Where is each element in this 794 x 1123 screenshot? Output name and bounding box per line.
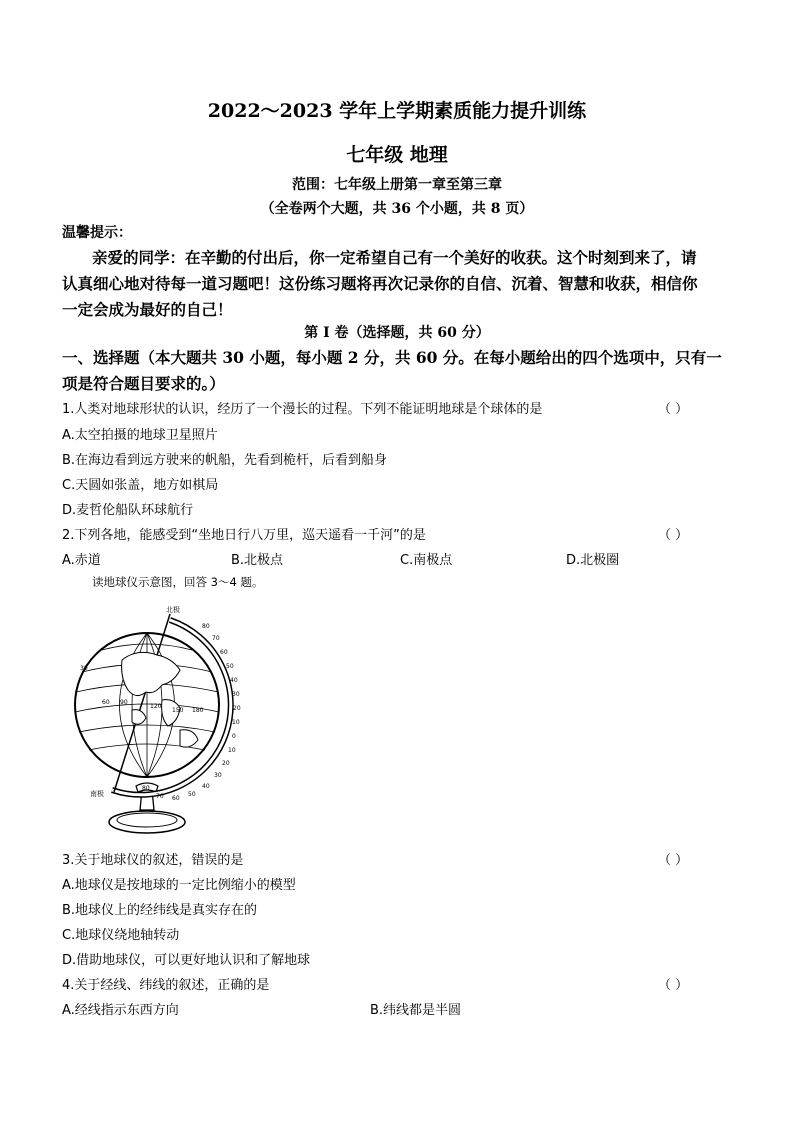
degree-label: 40 [202, 783, 210, 790]
degree-label: 60 [220, 649, 228, 656]
degree-label: 20 [222, 760, 230, 767]
q2-option-b: B.北极点 [231, 553, 284, 568]
tips-line-2: 认真细心地对待每一道习题吧！这份练习题将再次记录你的自信、沉着、智慧和收获，相信你 [62, 274, 698, 293]
q3-option-c: C.地球仪绕地轴转动 [62, 928, 180, 943]
q1-option-d: D.麦哲伦船队环球航行 [62, 503, 194, 518]
degree-label: 30 [214, 772, 222, 779]
degree-label: 0 [232, 733, 236, 740]
figure-note: 读地球仪示意图，回答 3～4 题。 [92, 575, 264, 589]
degree-label: 30 [80, 665, 88, 672]
q2-stem: 2.下列各地，能感受到“坐地日行八万里，巡天遥看一千河”的是 [62, 528, 426, 543]
q2-option-d: D.北极圈 [566, 553, 620, 568]
degree-label: 80 [202, 623, 210, 630]
degree-label: 60 [172, 795, 180, 802]
degree-label: 80 [142, 785, 150, 792]
q2-option-c: C.南极点 [400, 553, 453, 568]
north-pole-label: 北极 [166, 606, 180, 614]
q3-option-a: A.地球仪是按地球的一定比例缩小的模型 [62, 878, 296, 893]
degree-label: 90 [120, 699, 128, 706]
q1-answer-blank: （ ） [658, 402, 689, 417]
q3-option-d: D.借助地球仪，可以更好地认识和了解地球 [62, 953, 311, 968]
q4-stem: 4.关于经线、纬线的叙述，正确的是 [62, 978, 270, 993]
degree-label: 40 [230, 677, 238, 684]
exam-scope: 范围：七年级上册第一章至第三章 [292, 177, 502, 193]
degree-label: 120 [150, 703, 162, 710]
degree-label: 20 [233, 705, 241, 712]
q3-option-b: B.地球仪上的经纬线是真实存在的 [62, 903, 258, 918]
degree-label: 70 [156, 793, 164, 800]
degree-label: 10 [232, 719, 240, 726]
globe-base [109, 811, 185, 833]
exam-title: 2022～2023 学年上学期素质能力提升训练 [207, 100, 587, 122]
q4-option-b: B.纬线都是半圆 [370, 1003, 462, 1018]
q3-stem: 3.关于地球仪的叙述，错误的是 [62, 853, 244, 868]
degree-label: 150 [172, 707, 184, 714]
degree-label: 50 [226, 663, 234, 670]
degree-label: 180 [192, 707, 204, 714]
degree-label: 50 [188, 791, 196, 798]
tips-line-3: 一定会成为最好的自己！ [62, 300, 233, 319]
degree-label: 70 [212, 635, 220, 642]
exam-count: （全卷两个大题，共 36 个小题，共 8 页） [260, 201, 534, 217]
q1-stem: 1.人类对地球形状的认识，经历了一个漫长的过程。下列不能证明地球是个球体的是 [62, 402, 543, 417]
tips-title: 温馨提示： [62, 225, 132, 241]
section-instructions-2: 项是符合题目要求的。） [62, 374, 225, 393]
q1-option-c: C.天圆如张盖，地方如棋局 [62, 478, 219, 493]
south-pole-label: 南极 [90, 790, 104, 798]
q3-answer-blank: （ ） [658, 853, 689, 868]
q2-option-a: A.赤道 [62, 553, 101, 568]
degree-label: 30 [232, 691, 240, 698]
tips-line-1: 亲爱的同学：在辛勤的付出后，你一定希望自己有一个美好的收获。这个时刻到来了，请 [92, 248, 697, 267]
exam-subtitle: 七年级 地理 [346, 144, 448, 166]
q1-option-a: A.太空拍摄的地球卫星照片 [62, 428, 218, 443]
degree-label: 10 [228, 747, 236, 754]
part-title: 第 I 卷（选择题，共 60 分） [304, 325, 490, 341]
section-instructions-1: 一、选择题（本大题共 30 小题，每小题 2 分，共 60 分。在每小题给出的四个选项中，只有一 [62, 348, 722, 367]
globe-illustration [62, 600, 252, 838]
q4-answer-blank: （ ） [658, 978, 689, 993]
q4-option-a: A.经线指示东西方向 [62, 1003, 179, 1018]
q2-answer-blank: （ ） [658, 528, 689, 543]
q1-option-b: B.在海边看到远方驶来的帆船，先看到桅杆，后看到船身 [62, 453, 388, 468]
degree-label: 60 [102, 699, 110, 706]
